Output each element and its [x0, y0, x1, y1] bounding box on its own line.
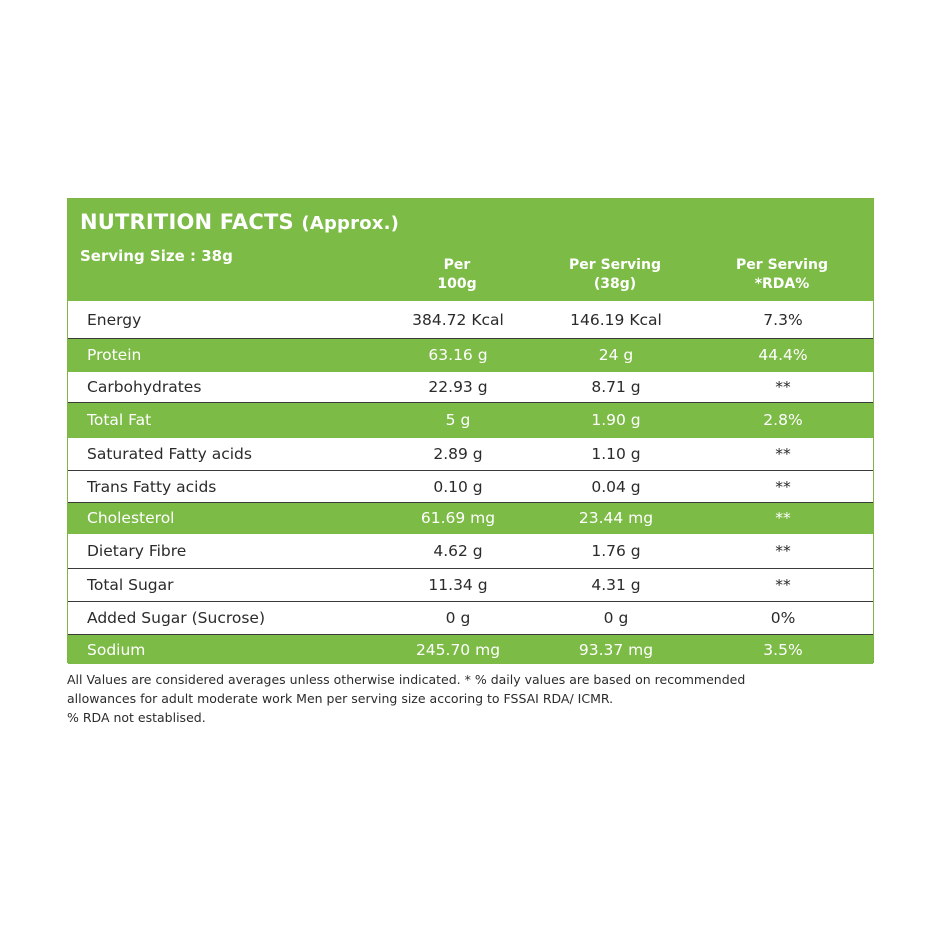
footnote-line: % RDA not establised. — [67, 710, 206, 725]
title-text: NUTRITION FACTS — [80, 210, 294, 234]
value-per-serving: 0.04 g — [591, 477, 641, 496]
value-per-100g: 22.93 g — [428, 378, 488, 396]
table-body — [68, 301, 873, 664]
nutrient-name: Cholesterol — [87, 509, 175, 527]
value-rda: ** — [775, 576, 791, 594]
table-row — [68, 301, 873, 339]
table-row — [68, 602, 873, 635]
column-header-line: (38g) — [593, 276, 637, 292]
serving-size-label: Serving Size : 38g — [80, 247, 233, 265]
nutrient-name: Total Sugar — [87, 576, 174, 594]
value-per-100g: 0.10 g — [433, 477, 483, 496]
nutrient-name: Energy — [87, 310, 142, 329]
nutrient-name: Sodium — [87, 640, 146, 659]
nutrient-name: Saturated Fatty acids — [87, 445, 252, 463]
footnote-line: All Values are considered averages unless otherwise indicated. * % daily values are based on recommended — [67, 672, 746, 687]
value-per-100g: 11.34 g — [428, 576, 488, 594]
table-row — [68, 503, 873, 534]
value-per-100g: 245.70 mg — [415, 640, 501, 659]
column-header-line: Per — [443, 257, 471, 273]
table-row — [68, 339, 873, 372]
value-rda: ** — [775, 445, 791, 463]
nutrient-name: Added Sugar (Sucrose) — [87, 609, 266, 627]
value-per-serving: 4.31 g — [591, 576, 641, 594]
value-per-serving: 1.90 g — [591, 411, 641, 429]
column-header-rda — [707, 256, 857, 294]
table-row — [68, 635, 873, 664]
value-per-serving: 1.76 g — [591, 542, 641, 560]
nutrient-name: Total Fat — [87, 411, 152, 429]
value-per-100g: 5 g — [445, 411, 471, 429]
nutrient-name: Carbohydrates — [87, 378, 202, 396]
value-per-serving: 146.19 Kcal — [570, 310, 662, 329]
value-per-serving: 1.10 g — [591, 445, 641, 463]
value-per-serving: 23.44 mg — [578, 509, 654, 527]
value-per-100g: 2.89 g — [433, 445, 483, 463]
column-header-line: *RDA% — [754, 276, 810, 292]
column-header-line: Per Serving — [569, 257, 661, 273]
table-row — [68, 372, 873, 403]
value-rda: ** — [775, 477, 791, 496]
table-title — [80, 210, 399, 234]
footnote-line: allowances for adult moderate work Men per serving size accoring to FSSAI RDA/ ICMR. — [67, 691, 614, 706]
table-row — [68, 569, 873, 602]
table-header — [68, 199, 873, 301]
value-per-100g: 384.72 Kcal — [412, 310, 504, 329]
value-rda: 0% — [770, 609, 796, 627]
value-rda: 3.5% — [763, 640, 803, 659]
value-rda: 2.8% — [763, 411, 803, 429]
value-per-serving: 93.37 mg — [578, 640, 654, 659]
value-per-100g: 4.62 g — [433, 542, 483, 560]
table-row — [68, 471, 873, 503]
footnote — [67, 670, 857, 727]
value-rda: 7.3% — [763, 310, 803, 329]
value-rda: 44.4% — [758, 346, 808, 364]
column-header-line: Per Serving — [736, 257, 828, 273]
table-row — [68, 534, 873, 569]
value-per-serving: 24 g — [598, 346, 634, 364]
table-row — [68, 438, 873, 471]
table-row — [68, 403, 873, 438]
nutrition-facts-table — [67, 198, 874, 663]
value-rda: ** — [775, 378, 791, 396]
value-per-100g: 63.16 g — [428, 346, 488, 364]
value-rda: ** — [775, 542, 791, 560]
column-header-per-serving — [540, 256, 690, 294]
nutrient-name: Trans Fatty acids — [87, 477, 217, 496]
title-suffix: (Approx.) — [301, 213, 400, 234]
value-per-100g: 0 g — [445, 609, 471, 627]
value-rda: ** — [775, 509, 791, 527]
column-header-per-100g — [382, 256, 532, 294]
nutrient-name: Dietary Fibre — [87, 542, 187, 560]
value-per-serving: 8.71 g — [591, 378, 641, 396]
nutrient-name: Protein — [87, 346, 142, 364]
value-per-serving: 0 g — [603, 609, 629, 627]
value-per-100g: 61.69 mg — [420, 509, 496, 527]
column-header-line: 100g — [437, 276, 477, 292]
